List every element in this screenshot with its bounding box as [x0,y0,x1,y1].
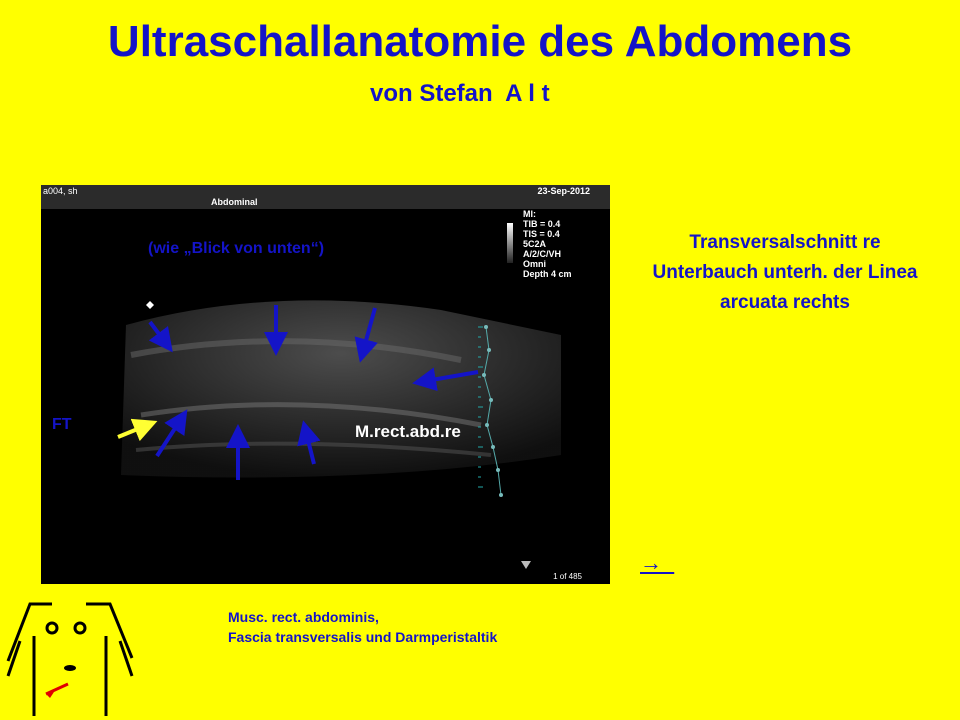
dog-logo-icon [0,596,150,720]
page-subtitle: von Stefan A l t [370,80,550,107]
scan-param: TIS = 0.4 [523,229,560,239]
scan-param: 5C2A [523,239,547,249]
caption [228,607,497,647]
ft-arrow [118,424,150,437]
frame-counter: 1 of 485 [553,572,582,581]
ft-label: FT [52,416,72,433]
scan-param: TIB = 0.4 [523,219,561,229]
arrow-down-right [362,308,375,355]
arrow-up-right [305,428,314,464]
scan-date: 23-Sep-2012 [537,186,590,196]
scan-param: A/2/C/VH [523,249,562,259]
caption-line: Musc. rect. abdominis, [228,609,379,625]
next-slide-link[interactable] [640,550,674,576]
scan-preset: Abdominal [211,197,258,207]
section-description-line: Unterbauch unterh. der Linea [652,262,918,283]
section-description [610,228,960,318]
arrow-right-icon: → [640,550,662,575]
caption-line: Fascia transversalis und Darmperistaltik [228,629,498,645]
section-description-line: Transversalschnitt re [689,232,881,253]
scan-param: MI: [523,209,536,219]
arrow-down-left [150,322,168,346]
page-title: Ultraschallanatomie des Abdomens [107,17,853,66]
arrow-left [420,372,478,382]
scan-file-id: a004, sh [43,186,78,196]
scan-param: Omni [523,259,547,269]
scan-param: Depth 4 cm [523,269,572,279]
view-note: (wie „Blick von unten“) [148,240,325,257]
arrow-up-left [157,416,183,456]
section-description-line: arcuata rechts [720,292,850,313]
muscle-label: M.rect.abd.re [355,422,461,441]
